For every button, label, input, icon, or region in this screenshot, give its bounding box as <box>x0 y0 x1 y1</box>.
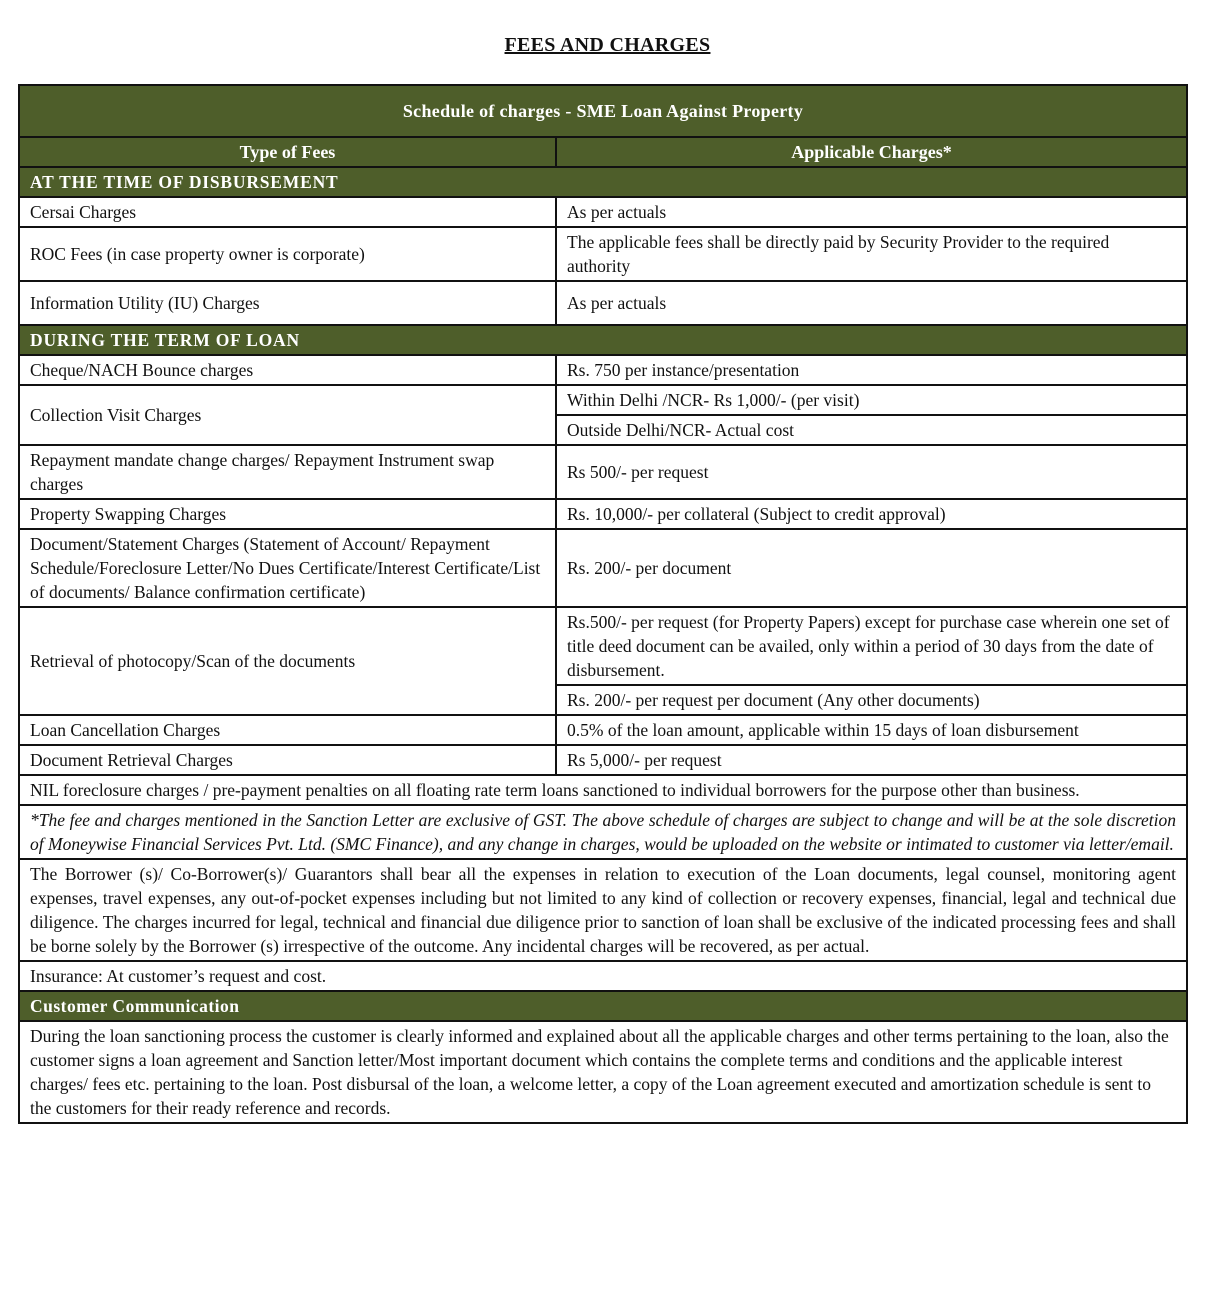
section-heading: Customer Communication <box>19 991 1187 1021</box>
charge-cell: Rs.500/- per request (for Property Papers) except for purchase case wherein one set of title deed document can be availed, only within a period of 30 days from the date of disbursement. <box>556 607 1187 685</box>
charge-cell: As per actuals <box>556 197 1187 227</box>
section-heading: DURING THE TERM OF LOAN <box>19 325 1187 355</box>
charge-cell: Rs. 750 per instance/presentation <box>556 355 1187 385</box>
note-row-insurance <box>19 961 1187 991</box>
fee-type-cell: Repayment mandate change charges/ Repayment Instrument swap charges <box>19 445 556 499</box>
column-header-applicable-charges: Applicable Charges* <box>556 137 1187 167</box>
table-title: Schedule of charges - SME Loan Against Property <box>19 85 1187 137</box>
table-row <box>19 607 1187 685</box>
fee-type-cell: Collection Visit Charges <box>19 385 556 445</box>
page-title: FEES AND CHARGES <box>504 34 711 56</box>
insurance-note: Insurance: At customer’s request and cost. <box>19 961 1187 991</box>
column-header-type-of-fees: Type of Fees <box>19 137 556 167</box>
foreclosure-note: NIL foreclosure charges / pre-payment penalties on all floating rate term loans sanctioned to individual borrowers for the purpose other than business. <box>19 775 1187 805</box>
charge-cell: The applicable fees shall be directly paid by Security Provider to the required authority <box>556 227 1187 281</box>
table-row <box>19 197 1187 227</box>
column-header-row <box>19 137 1187 167</box>
charge-cell: As per actuals <box>556 281 1187 325</box>
charge-cell: Outside Delhi/NCR- Actual cost <box>556 415 1187 445</box>
communication-row <box>19 1021 1187 1123</box>
table-title-row <box>19 85 1187 137</box>
fee-type-cell: ROC Fees (in case property owner is corporate) <box>19 227 556 281</box>
customer-communication-text: During the loan sanctioning process the customer is clearly informed and explained about all the applicable charges and other terms pertaining to the loan, also the customer signs a loan agreement and Sanction letter/Most important document which contains the complete terms and conditions and the applicable interest charges/ fees etc. pertaining to the loan. Post disbursal of the loan, a welcome letter, a copy of the Loan agreement executed and amortization schedule is sent to the customers for their ready reference and records. <box>19 1021 1187 1123</box>
borrower-expenses-note: The Borrower (s)/ Co-Borrower(s)/ Guarantors shall bear all the expenses in relation to execution of the Loan documents, legal counsel, monitoring agent expenses, travel expenses, any out-of-pocket expenses including but not limited to any kind of collection or recovery expenses, financial, legal and technical due diligence. The charges incurred for legal, technical and financial due diligence prior to sanction of loan shall be exclusive of the indicated processing fees and shall be borne solely by the Borrower (s) irrespective of the outcome. Any incidental charges will be recovered, as per actual. <box>19 859 1187 961</box>
table-row <box>19 227 1187 281</box>
table-row <box>19 745 1187 775</box>
charge-cell: Rs. 200/- per document <box>556 529 1187 607</box>
fees-table <box>18 84 1188 1124</box>
charge-cell: Rs. 200/- per request per document (Any other documents) <box>556 685 1187 715</box>
section-heading-term-of-loan <box>19 325 1187 355</box>
gst-note: *The fee and charges mentioned in the Sanction Letter are exclusive of GST. The above schedule of charges are subject to change and will be at the sole discretion of Moneywise Financial Services Pvt. Ltd. (SMC Finance), and any change in charges, would be uploaded on the website or intimated to customer via letter/email. <box>19 805 1187 859</box>
charge-cell: Rs 5,000/- per request <box>556 745 1187 775</box>
table-row <box>19 385 1187 415</box>
charge-cell: Within Delhi /NCR- Rs 1,000/- (per visit) <box>556 385 1187 415</box>
charge-cell: Rs. 10,000/- per collateral (Subject to credit approval) <box>556 499 1187 529</box>
fee-type-cell: Retrieval of photocopy/Scan of the documents <box>19 607 556 715</box>
note-row-borrower <box>19 859 1187 961</box>
table-row <box>19 445 1187 499</box>
table-row <box>19 715 1187 745</box>
section-heading-disbursement <box>19 167 1187 197</box>
note-row-foreclosure <box>19 775 1187 805</box>
charge-cell: 0.5% of the loan amount, applicable within 15 days of loan disbursement <box>556 715 1187 745</box>
fee-type-cell: Cersai Charges <box>19 197 556 227</box>
fee-type-cell: Document/Statement Charges (Statement of Account/ Repayment Schedule/Foreclosure Letter/No Dues Certificate/Interest Certificate/List of documents/ Balance confirmation certificate) <box>19 529 556 607</box>
section-heading: AT THE TIME OF DISBURSEMENT <box>19 167 1187 197</box>
fee-type-cell: Document Retrieval Charges <box>19 745 556 775</box>
table-row <box>19 499 1187 529</box>
table-row <box>19 281 1187 325</box>
section-heading-customer-communication <box>19 991 1187 1021</box>
fee-type-cell: Cheque/NACH Bounce charges <box>19 355 556 385</box>
note-row-gst <box>19 805 1187 859</box>
charge-cell: Rs 500/- per request <box>556 445 1187 499</box>
fee-type-cell: Loan Cancellation Charges <box>19 715 556 745</box>
table-row <box>19 529 1187 607</box>
table-row <box>19 355 1187 385</box>
fee-type-cell: Property Swapping Charges <box>19 499 556 529</box>
fee-type-cell: Information Utility (IU) Charges <box>19 281 556 325</box>
